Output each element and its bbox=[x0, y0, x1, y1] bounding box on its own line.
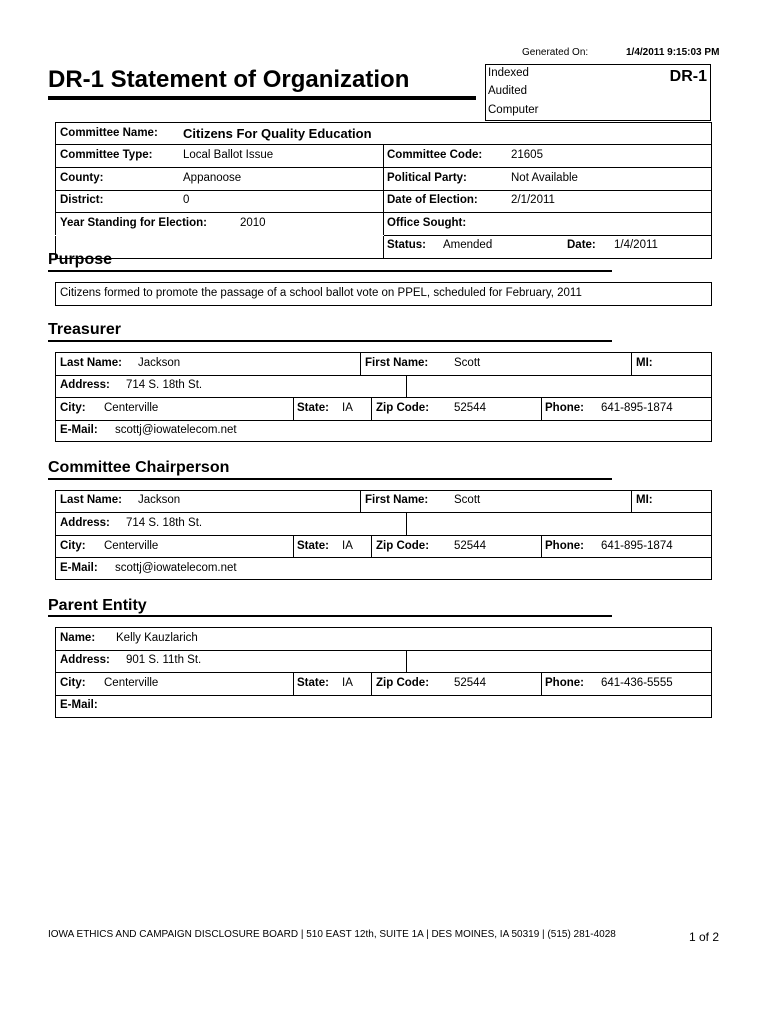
chairperson-phone-label: Phone: bbox=[545, 540, 584, 552]
treasurer-state-label: State: bbox=[297, 402, 329, 414]
footer-board-info: IOWA ETHICS AND CAMPAIGN DISCLOSURE BOARD | 510 EAST 12th, SUITE 1A | DES MOINES, IA 50319 | (515) 281-4028 bbox=[48, 929, 616, 940]
title-underline bbox=[48, 96, 476, 100]
chairperson-phone-value: 641-895-1874 bbox=[601, 540, 673, 552]
county-label: County: bbox=[60, 172, 104, 184]
chairperson-zip-value: 52544 bbox=[454, 540, 486, 552]
county-value: Appanoose bbox=[183, 172, 242, 184]
district-label: District: bbox=[60, 194, 104, 206]
parent-zip-label: Zip Code: bbox=[376, 677, 430, 689]
chairperson-first-name-value: Scott bbox=[454, 494, 481, 506]
chairperson-first-name-label: First Name: bbox=[365, 494, 429, 506]
treasurer-email-value: scottj@iowatelecom.net bbox=[115, 424, 237, 436]
purpose-box bbox=[55, 282, 712, 306]
status-value: Amended bbox=[443, 239, 493, 251]
political-party-label: Political Party: bbox=[387, 172, 467, 184]
committee-type-value: Local Ballot Issue bbox=[183, 149, 274, 161]
generated-on-value: 1/4/2011 9:15:03 PM bbox=[626, 47, 720, 58]
treasurer-first-name-value: Scott bbox=[454, 357, 481, 369]
parent-entity-heading: Parent Entity bbox=[48, 597, 147, 614]
status-label: Status: bbox=[387, 239, 426, 251]
parent-state-value: IA bbox=[342, 677, 353, 689]
parent-name-value: Kelly Kauzlarich bbox=[116, 632, 198, 644]
chairperson-state-label: State: bbox=[297, 540, 329, 552]
treasurer-phone-value: 641-895-1874 bbox=[601, 402, 673, 414]
chairperson-state-value: IA bbox=[342, 540, 353, 552]
treasurer-zip-value: 52544 bbox=[454, 402, 486, 414]
parent-address-value: 901 S. 11th St. bbox=[126, 654, 202, 666]
page-title: DR-1 Statement of Organization bbox=[48, 66, 410, 93]
purpose-heading: Purpose bbox=[48, 251, 113, 268]
committee-code-label: Committee Code: bbox=[387, 149, 483, 161]
chairperson-last-name-label: Last Name: bbox=[60, 494, 122, 506]
page-number: 1 of 2 bbox=[689, 930, 720, 944]
parent-name-label: Name: bbox=[60, 632, 96, 644]
chairperson-mi-label: MI: bbox=[636, 494, 653, 506]
chairperson-city-label: City: bbox=[60, 540, 86, 552]
district-value: 0 bbox=[183, 194, 190, 206]
committee-name-label: Committee Name: bbox=[60, 127, 158, 139]
parent-address-label: Address: bbox=[60, 654, 110, 666]
treasurer-phone-label: Phone: bbox=[545, 402, 584, 414]
year-standing-label: Year Standing for Election: bbox=[60, 217, 207, 229]
parent-state-label: State: bbox=[297, 677, 329, 689]
treasurer-zip-label: Zip Code: bbox=[376, 402, 430, 414]
chairperson-address-value: 714 S. 18th St. bbox=[126, 517, 203, 529]
parent-phone-value: 641-436-5555 bbox=[601, 677, 673, 689]
election-date-value: 2/1/2011 bbox=[511, 194, 555, 206]
treasurer-mi-label: MI: bbox=[636, 357, 653, 369]
chairperson-last-name-value: Jackson bbox=[138, 494, 181, 506]
treasurer-city-label: City: bbox=[60, 402, 86, 414]
audited-label: Audited bbox=[488, 85, 528, 97]
treasurer-email-label: E-Mail: bbox=[60, 424, 98, 436]
status-date-value: 1/4/2011 bbox=[614, 239, 658, 251]
parent-city-value: Centerville bbox=[104, 677, 159, 689]
committee-type-label: Committee Type: bbox=[60, 149, 153, 161]
treasurer-first-name-label: First Name: bbox=[365, 357, 429, 369]
chairperson-address-label: Address: bbox=[60, 517, 110, 529]
parent-zip-value: 52544 bbox=[454, 677, 486, 689]
computer-label: Computer bbox=[488, 104, 539, 116]
treasurer-state-value: IA bbox=[342, 402, 353, 414]
treasurer-heading: Treasurer bbox=[48, 321, 121, 338]
status-date-label: Date: bbox=[567, 239, 596, 251]
chairperson-city-value: Centerville bbox=[104, 540, 159, 552]
chairperson-heading: Committee Chairperson bbox=[48, 459, 230, 476]
parent-city-label: City: bbox=[60, 677, 86, 689]
indexed-label: Indexed bbox=[488, 67, 529, 79]
office-status-box bbox=[485, 64, 711, 121]
form-code: DR-1 bbox=[669, 68, 707, 85]
treasurer-last-name-label: Last Name: bbox=[60, 357, 122, 369]
committee-code-value: 21605 bbox=[511, 149, 543, 161]
office-sought-label: Office Sought: bbox=[387, 217, 467, 229]
treasurer-address-label: Address: bbox=[60, 379, 110, 391]
purpose-text: Citizens formed to promote the passage of a school ballot vote on PPEL, scheduled for February, 2011 bbox=[60, 287, 582, 299]
election-date-label: Date of Election: bbox=[387, 194, 478, 206]
treasurer-city-value: Centerville bbox=[104, 402, 159, 414]
chairperson-email-label: E-Mail: bbox=[60, 562, 98, 574]
committee-name-value: Citizens For Quality Education bbox=[183, 126, 372, 141]
chairperson-zip-label: Zip Code: bbox=[376, 540, 430, 552]
treasurer-last-name-value: Jackson bbox=[138, 357, 181, 369]
parent-email-label: E-Mail: bbox=[60, 699, 98, 711]
parent-phone-label: Phone: bbox=[545, 677, 584, 689]
year-standing-value: 2010 bbox=[240, 217, 266, 229]
treasurer-address-value: 714 S. 18th St. bbox=[126, 379, 203, 391]
generated-on-label: Generated On: bbox=[522, 47, 589, 58]
chairperson-email-value: scottj@iowatelecom.net bbox=[115, 562, 237, 574]
political-party-value: Not Available bbox=[511, 172, 578, 184]
